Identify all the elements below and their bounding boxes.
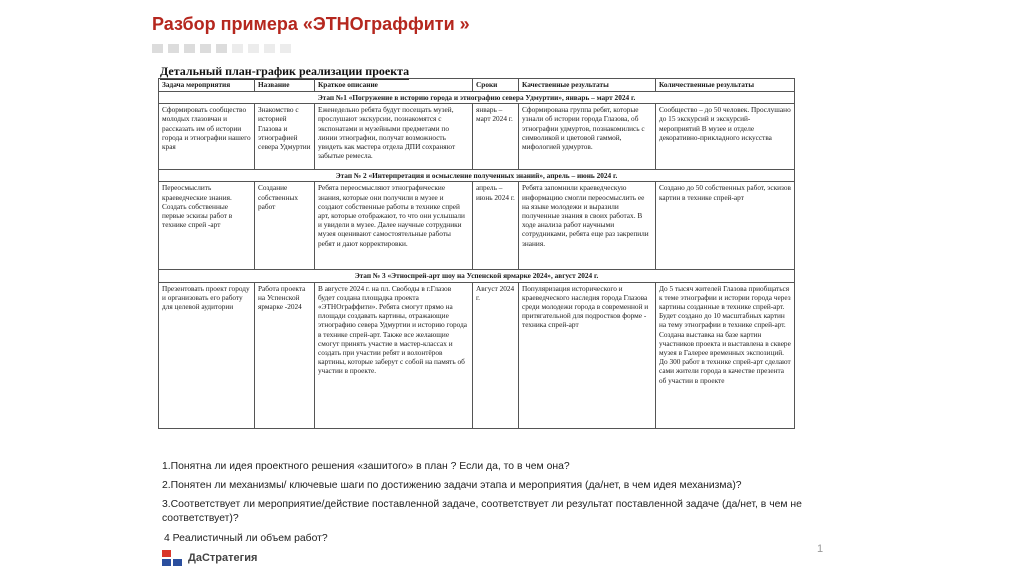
- stage-1-task: Сформировать сообщество молодых глазовчан и рассказать им об истории города и этнографии нашего края: [159, 104, 255, 170]
- stage-3-task: Презентовать проект городу и организовать его работу для целевой аудитории: [159, 282, 255, 428]
- stage-3-qualitative: Популяризация исторического и краеведческого наследия города Глазова среди молодежи города в современной и притягательной для подростков форме - техника спрей-арт: [519, 282, 656, 428]
- stage-3-name: Работа проекта на Успенской ярмарке -2024: [255, 282, 315, 428]
- plan-document-image: [156, 62, 794, 454]
- stage-2-name: Создание собственных работ: [255, 182, 315, 270]
- stage-2-qualitative: Ребята запомнили краеведческую информацию смогли переосмыслить ее на языке молодежи и выразили полученные знания в своих работах. В ходе анализа работ научными сотрудниками, ребята еще раз закрепили знания.: [519, 182, 656, 270]
- deco-square: [232, 44, 243, 53]
- stage-3-description: В августе 2024 г. на пл. Свободы в г.Глазов будет создана площадка проекта «ЭТНОграффити». Ребята смогут прямо на площади создавать картины, отражающие этнографию севера Удмуртии и историю города в технике спрей-арт. Также все желающие смогут принять участие в мастер-классах и создать при участии ребят и волонтёров картины, которые заберут с собой на память об участии в проекте.: [315, 282, 473, 428]
- deco-square: [216, 44, 227, 53]
- question-3: 3.Соответствует ли мероприятие/действие поставленной задаче, соответствует ли результат поставленной задаче (да/нет, в чем не соответствует)?: [162, 499, 802, 524]
- stage-1-name: Знакомство с историей Глазова и этнографией севера Удмуртии: [255, 104, 315, 170]
- header-description: Краткое описание: [315, 79, 473, 92]
- dastrategiya-logo-icon: [162, 550, 182, 566]
- stage-2-quantitative: Создано до 50 собственных работ, эскизов картин в технике спрей-арт: [656, 182, 795, 270]
- stage-2-dates: апрель – июнь 2024 г.: [473, 182, 519, 270]
- deco-square: [248, 44, 259, 53]
- table-header-row: [159, 79, 795, 92]
- stage-1-description: Еженедельно ребята будут посещать музей, прослушают экскурсии, познакомятся с экспонатами и музейными предметами по линии этнографии, получат возможность увидеть как мастера отдела ДПИ сохраняют забытые ремесла.: [315, 104, 473, 170]
- stage-1-dates: январь – март 2024 г.: [473, 104, 519, 170]
- question-4: 4 Реалистичный ли объем работ?: [164, 533, 328, 544]
- plan-table: [158, 78, 795, 429]
- question-1: 1.Понятна ли идея проектного решения «зашитого» в план ? Если да, то в чем она?: [162, 461, 570, 472]
- table-row: [159, 104, 795, 170]
- logo: [162, 550, 257, 566]
- stage-2-task: Переосмыслить краеведческие знания. Создать собственные первые эскизы работ в технике спрей -арт: [159, 182, 255, 270]
- deco-square: [184, 44, 195, 53]
- stage-row: [159, 170, 795, 182]
- table-row: [159, 182, 795, 270]
- deco-square: [152, 44, 163, 53]
- stage-3-quantitative: До 5 тысяч жителей Глазова приобщаться к теме этнографии и истории города через картины созданные в технике спрей-арт. Будет создано до 10 масштабных картин на тему этнографии в технике спрей-арт. Создана выставка на базе картин участников проекта и выставлена в сквере музея в Галерее временных экспозиций. До 300 работ в технике спрей-арт сделают сами жители города в качестве презента об участии в проекте: [656, 282, 795, 428]
- stage-1-title: Этап №1 «Погружение в историю города и этнографию севера Удмуртии», январь – март 2024 г.: [159, 92, 795, 104]
- header-qualitative: Качественные результаты: [519, 79, 656, 92]
- deco-square: [200, 44, 211, 53]
- header-task: Задача мероприятия: [159, 79, 255, 92]
- stage-2-title: Этап № 2 «Интерпретация и осмысление полученных знаний», апрель – июнь 2024 г.: [159, 170, 795, 182]
- deco-square: [280, 44, 291, 53]
- questions-list: [162, 460, 862, 531]
- stage-3-dates: Август 2024 г.: [473, 282, 519, 428]
- stage-1-qualitative: Сформирована группа ребят, которые узнали об истории города Глазова, об этнографии удмуртов, познакомились с символикой и цветовой гаммой, мифологией удмуртов.: [519, 104, 656, 170]
- header-name: Название: [255, 79, 315, 92]
- deco-square: [168, 44, 179, 53]
- header-dates: Сроки: [473, 79, 519, 92]
- decorative-squares: [152, 44, 291, 53]
- document-title: Детальный план-график реализации проекта: [160, 64, 410, 78]
- slide-title: Разбор примера «ЭТНОграффити »: [152, 14, 470, 34]
- question-2: 2.Понятен ли механизмы/ ключевые шаги по достижению задачи этапа и мероприятия (да/нет, в чем идея механизма)?: [162, 480, 742, 491]
- page-number: 1: [817, 543, 824, 555]
- stage-3-title: Этап № 3 «Этноспрей-арт шоу на Успенской ярмарке 2024», август 2024 г.: [159, 270, 795, 282]
- header-quantitative: Количественные результаты: [656, 79, 795, 92]
- stage-row: [159, 92, 795, 104]
- stage-1-quantitative: Сообщество – до 50 человек. Прослушано до 15 экскурсий и экскурсий-мероприятий В музее и отделе декоративно-прикладного искусства: [656, 104, 795, 170]
- stage-2-description: Ребята переосмысляют этнографические знания, которые они получили в музее и создают собственные работы в технике спрей арт, которые отображают, то что они услышали и увидели в музее. Далее научные сотрудники музея оценивают самостоятельные работы ребят и дают корректировки.: [315, 182, 473, 270]
- deco-square: [264, 44, 275, 53]
- logo-text: ДаСтратегия: [188, 552, 258, 564]
- table-row: [159, 282, 795, 428]
- stage-row: [159, 270, 795, 282]
